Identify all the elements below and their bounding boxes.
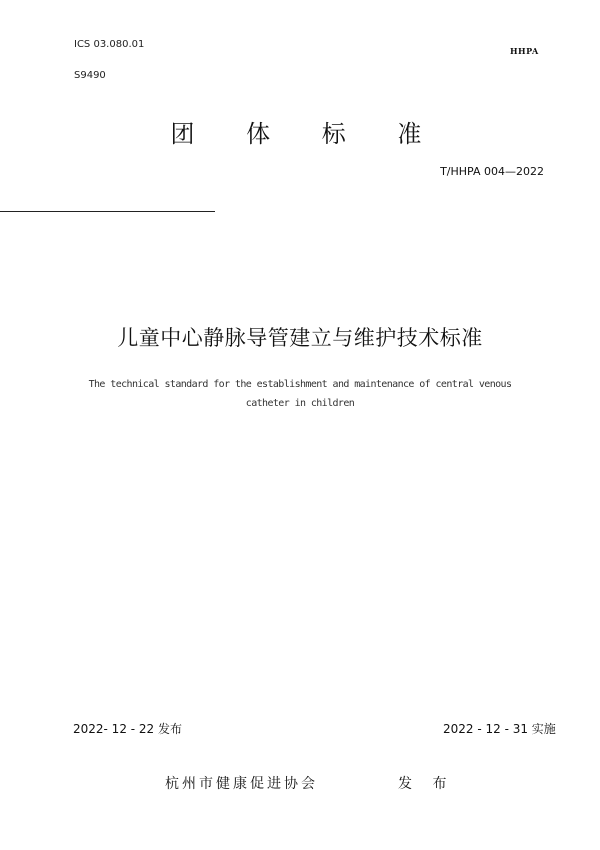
ics-code: ICS 03.080.01 (74, 39, 145, 50)
publisher-name: 杭州市健康促进协会 (165, 776, 318, 792)
standard-number: T/HHPA 004—2022 (440, 165, 544, 178)
standard-type-heading: 团 体 标 准 (170, 120, 444, 148)
ccs-code: S9490 (74, 70, 106, 81)
document-title-english: The technical standard for the establishment and maintenance of central venous catheter in children (88, 379, 512, 409)
implementation-date: 2022 - 12 - 31 实施 (443, 722, 556, 736)
publish-label: 发 布 (398, 776, 455, 792)
issue-date: 2022- 12 - 22 发布 (73, 722, 182, 736)
divider-line (0, 211, 215, 212)
document-title-chinese: 儿童中心静脉导管建立与维护技术标准 (117, 326, 483, 350)
organization-abbreviation: HHPA (510, 46, 539, 56)
